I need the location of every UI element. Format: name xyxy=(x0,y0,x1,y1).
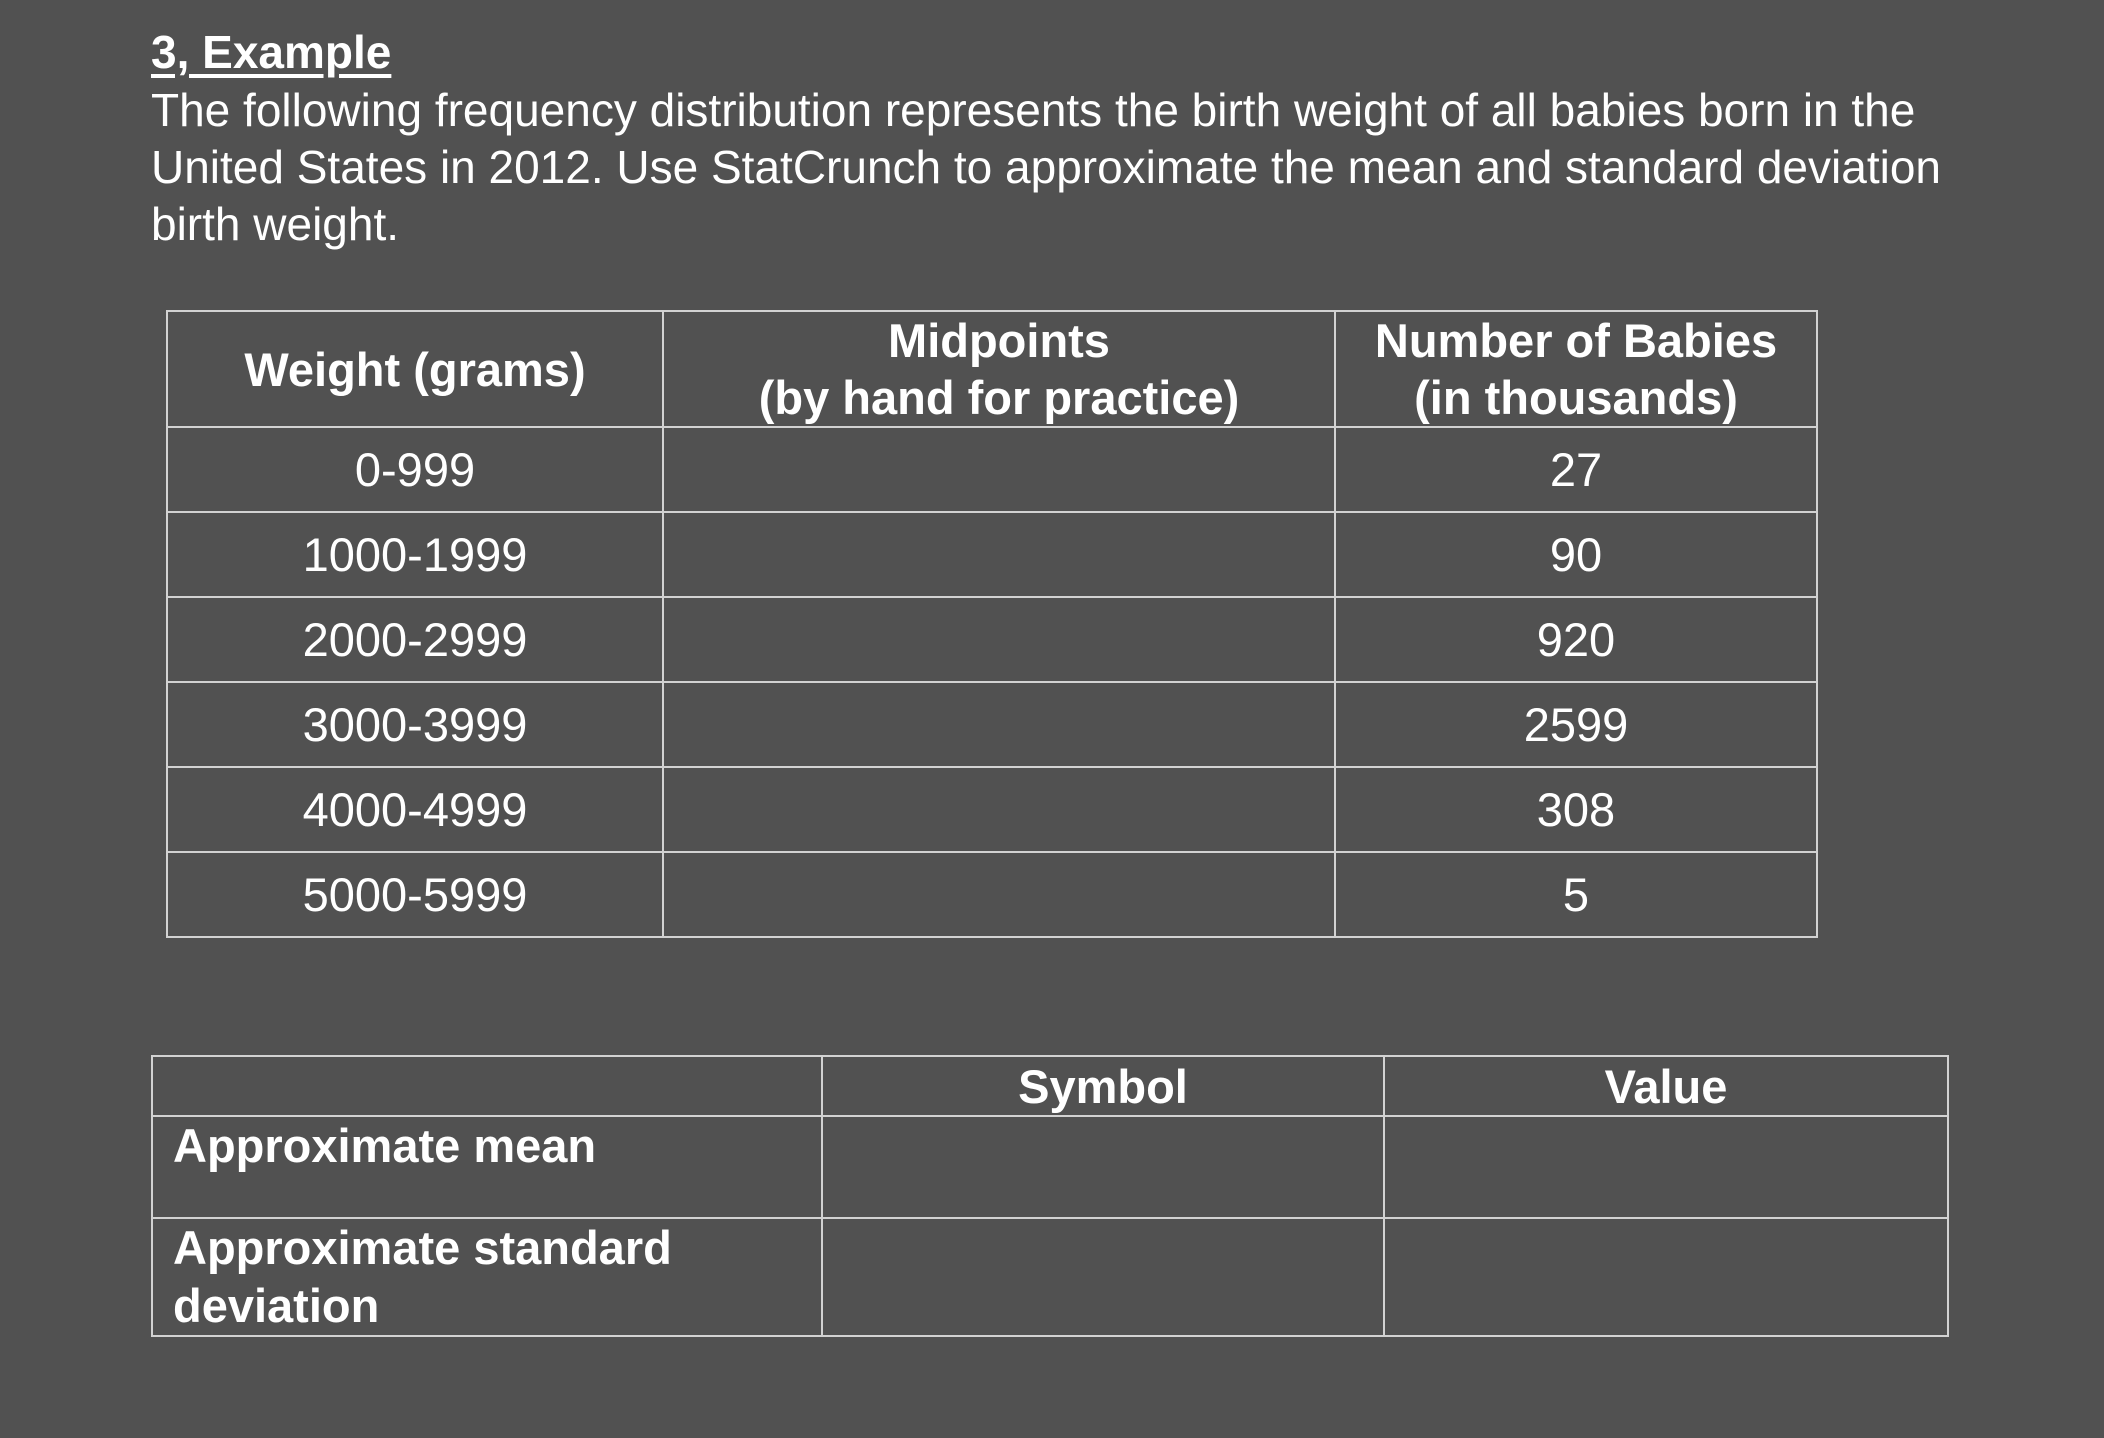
weight-cell: 5000-5999 xyxy=(167,852,663,937)
header-number-of-babies xyxy=(1335,311,1817,427)
table-row xyxy=(167,597,1817,682)
example-intro-text: The following frequency distribution represents the birth weight of all babies born in the United States in 2012. Use StatCrunch to approximate the mean and standard deviation birth weight. xyxy=(151,84,1941,250)
midpoint-cell[interactable] xyxy=(663,597,1335,682)
header-babies-line2: (in thousands) xyxy=(1414,371,1738,424)
babies-cell: 5 xyxy=(1335,852,1817,937)
frequency-distribution-table xyxy=(166,310,1818,938)
table-row xyxy=(167,682,1817,767)
babies-cell: 2599 xyxy=(1335,682,1817,767)
weight-cell: 3000-3999 xyxy=(167,682,663,767)
babies-cell: 27 xyxy=(1335,427,1817,512)
header-weight: Weight (grams) xyxy=(167,311,663,427)
summary-statistics-table xyxy=(151,1055,1949,1337)
value-cell[interactable] xyxy=(1384,1116,1948,1218)
table-row xyxy=(152,1116,1948,1218)
header-value: Value xyxy=(1384,1056,1948,1116)
header-blank xyxy=(152,1056,822,1116)
table-row xyxy=(167,767,1817,852)
table-row xyxy=(167,852,1817,937)
header-midpoints-line2: (by hand for practice) xyxy=(758,371,1240,424)
table-header-row xyxy=(152,1056,1948,1116)
symbol-cell[interactable] xyxy=(822,1116,1384,1218)
table-row xyxy=(167,512,1817,597)
midpoint-cell[interactable] xyxy=(663,852,1335,937)
value-cell[interactable] xyxy=(1384,1218,1948,1336)
midpoint-cell[interactable] xyxy=(663,427,1335,512)
weight-cell: 2000-2999 xyxy=(167,597,663,682)
babies-cell: 90 xyxy=(1335,512,1817,597)
weight-cell: 0-999 xyxy=(167,427,663,512)
example-heading: 3, Example xyxy=(151,26,392,78)
row-label-standard-deviation: Approximate standard deviation xyxy=(152,1218,822,1336)
header-midpoints-line1: Midpoints xyxy=(888,314,1110,367)
header-midpoints xyxy=(663,311,1335,427)
midpoint-cell[interactable] xyxy=(663,767,1335,852)
table-row xyxy=(152,1218,1948,1336)
babies-cell: 308 xyxy=(1335,767,1817,852)
weight-cell: 1000-1999 xyxy=(167,512,663,597)
symbol-cell[interactable] xyxy=(822,1218,1384,1336)
row-label-mean: Approximate mean xyxy=(152,1116,822,1218)
table-row xyxy=(167,427,1817,512)
header-babies-line1: Number of Babies xyxy=(1374,314,1778,367)
babies-cell: 920 xyxy=(1335,597,1817,682)
weight-cell: 4000-4999 xyxy=(167,767,663,852)
table-header-row xyxy=(167,311,1817,427)
header-symbol: Symbol xyxy=(822,1056,1384,1116)
midpoint-cell[interactable] xyxy=(663,512,1335,597)
midpoint-cell[interactable] xyxy=(663,682,1335,767)
